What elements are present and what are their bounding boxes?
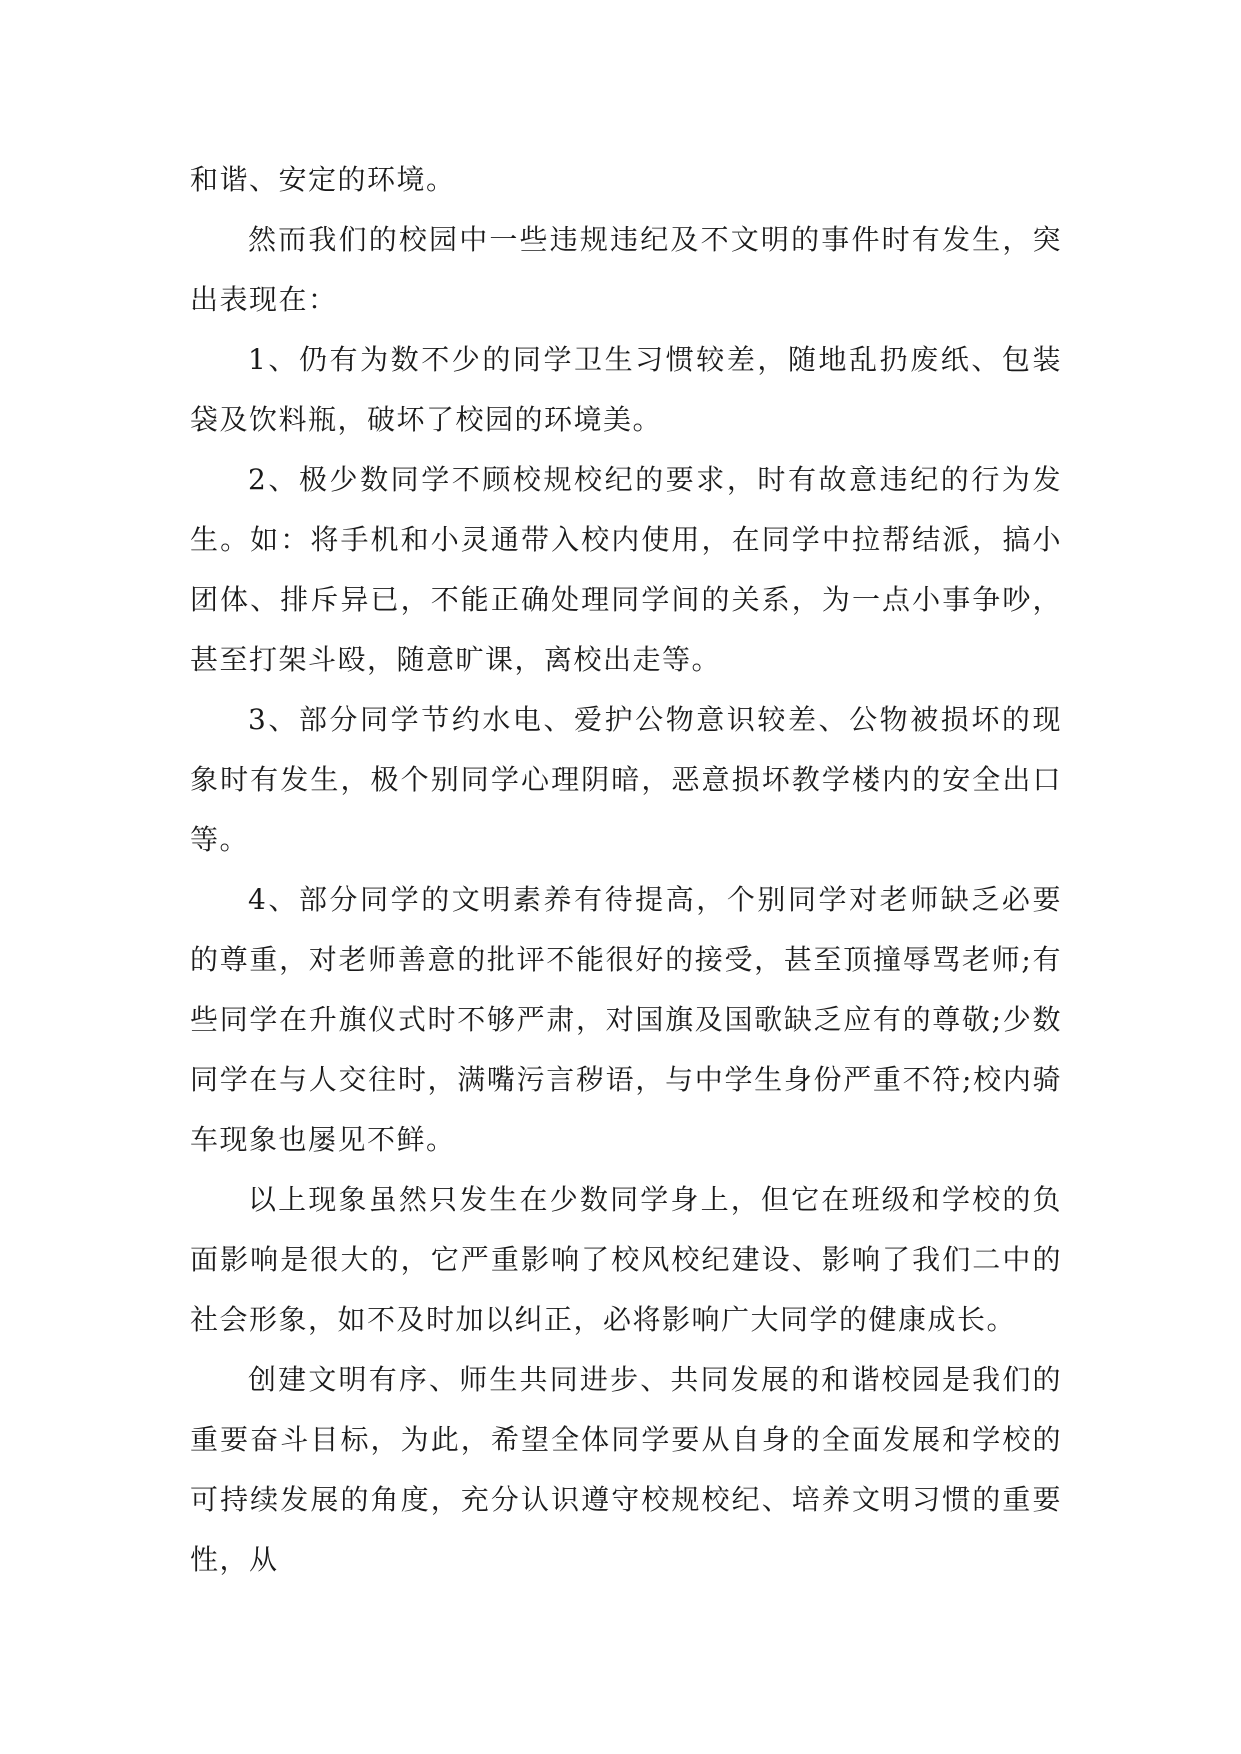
paragraph-goal: 创建文明有序、师生共同进步、共同发展的和谐校园是我们的重要奋斗目标，为此，希望全体同学要从自身的全面发展和学校的可持续发展的角度，充分认识遵守校规校纪、培养文明习惯的重要性，从: [190, 1363, 1062, 1576]
paragraph-item-4: 4、部分同学的文明素养有待提高，个别同学对老师缺乏必要的尊重，对老师善意的批评不能很好的接受，甚至顶撞辱骂老师;有些同学在升旗仪式时不够严肃，对国旗及国歌缺乏应有的尊敬;少数同学在与人交往时，满嘴污言秽语，与中学生身份严重不符;校内骑车现象也屡见不鲜。: [190, 883, 1062, 1156]
paragraph-summary: 以上现象虽然只发生在少数同学身上，但它在班级和学校的负面影响是很大的，它严重影响了校风校纪建设、影响了我们二中的社会形象，如不及时加以纠正，必将影响广大同学的健康成长。: [190, 1183, 1062, 1336]
paragraph-continuation: 和谐、安定的环境。: [190, 163, 456, 196]
paragraph-item-1: 1、仍有为数不少的同学卫生习惯较差，随地乱扔废纸、包装袋及饮料瓶，破坏了校园的环境美。: [190, 343, 1062, 436]
paragraph-item-3: 3、部分同学节约水电、爱护公物意识较差、公物被损坏的现象时有发生，极个别同学心理阴暗，恶意损坏教学楼内的安全出口等。: [190, 703, 1062, 856]
paragraph-intro: 然而我们的校园中一些违规违纪及不文明的事件时有发生，突出表现在：: [190, 223, 1062, 316]
paragraph-item-2: 2、极少数同学不顾校规校纪的要求，时有故意违纪的行为发生。如：将手机和小灵通带入校内使用，在同学中拉帮结派，搞小团体、排斥异已，不能正确处理同学间的关系，为一点小事争吵，甚至打架斗殴，随意旷课，离校出走等。: [190, 463, 1062, 676]
document-body: [190, 150, 1062, 1590]
